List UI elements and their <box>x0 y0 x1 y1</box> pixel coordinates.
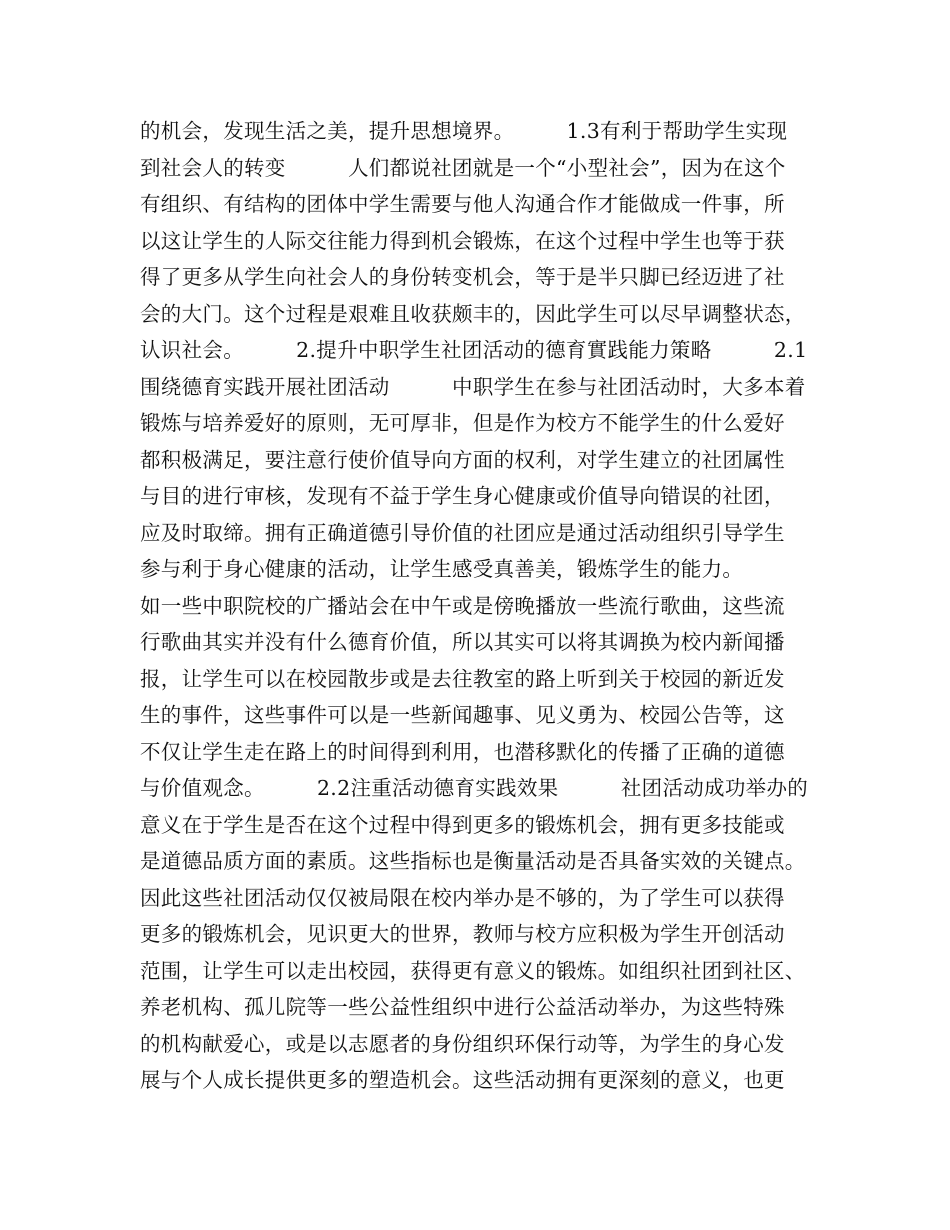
text-line: 锻炼与培养爱好的原则，无可厚非，但是作为校方不能学生的什么爱好 <box>140 411 785 435</box>
text-line: 展与个人成长提供更多的塑造机会。这些活动拥有更深刻的意义，也更 <box>140 1068 785 1092</box>
text-line: 更多的锻炼机会，见识更大的世界，教师与校方应积极为学生开创活动 <box>140 922 785 946</box>
text-line: 的机会，发现生活之美，提升思想境界。 1.3有利于帮助学生实现 <box>140 119 788 143</box>
text-line: 的机构献爱心，或是以志愿者的身份组织环保行动等，为学生的身心发 <box>140 1031 785 1056</box>
text-line: 围绕德育实践开展社团活动 中职学生在参与社团活动时，大多本着 <box>140 374 806 399</box>
text-line: 如一些中职院校的广播站会在中午或是傍晚播放一些流行歌曲，这些流 <box>140 593 785 618</box>
text-line: 有组织、有结构的团体中学生需要与他人沟通合作才能做成一件事，所 <box>140 192 785 216</box>
text-line: 与目的进行审核，发现有不益于学生身心健康或价值导向错误的社团， <box>140 484 785 508</box>
text-line: 是道德品质方面的素质。这些指标也是衡量活动是否具备实效的关键点。 <box>140 849 806 873</box>
text-line: 会的大门。这个过程是艰难且收获颇丰的，因此学生可以尽早调整状态， <box>140 301 806 326</box>
text-line: 范围，让学生可以走出校园，获得更有意义的锻炼。如组织社团到社区、 <box>140 958 806 983</box>
text-line: 与价值观念。 2.2注重活动德育实践效果 社团活动成功举办的 <box>140 776 809 800</box>
text-line: 报，让学生可以在校园散步或是去往教室的路上听到关于校园的新近发 <box>140 666 785 691</box>
text-line: 都积极满足，要注意行使价值导向方面的权利，对学生建立的社团属性 <box>140 447 785 472</box>
text-line: 得了更多从学生向社会人的身份转变机会，等于是半只脚已经迈进了社 <box>140 265 785 289</box>
text-line: 参与利于身心健康的活动，让学生感受真善美，锻炼学生的能力。 <box>140 557 744 581</box>
text-line: 行歌曲其实并没有什么德育价值，所以其实可以将其调换为校内新闻播 <box>140 630 785 654</box>
text-line: 到社会人的转变 人们都说社团就是一个“小型社会”，因为在这个 <box>140 155 786 180</box>
body-text <box>140 113 830 1099</box>
text-line: 意义在于学生是否在这个过程中得到更多的锻炼机会，拥有更多技能或 <box>140 812 785 837</box>
text-line: 生的事件，这些事件可以是一些新闻趣事、见义勇为、校园公告等，这 <box>140 703 785 727</box>
text-line: 因此这些社团活动仅仅被局限在校内举办是不够的，为了学生可以获得 <box>140 885 785 910</box>
text-line: 养老机构、孤儿院等一些公益性组织中进行公益活动举办，为这些特殊 <box>140 995 785 1019</box>
text-line: 不仅让学生走在路上的时间得到利用，也潜移默化的传播了正确的道德 <box>140 739 785 764</box>
text-line: 应及时取缔。拥有正确道德引导价值的社团应是通过活动组织引导学生 <box>140 520 785 545</box>
text-line: 认识社会。 2.提升中职学生社团活动的德育實践能力策略 2.1 <box>140 338 808 362</box>
text-line: 以这让学生的人际交往能力得到机会锻炼，在这个过程中学生也等于获 <box>140 228 785 253</box>
